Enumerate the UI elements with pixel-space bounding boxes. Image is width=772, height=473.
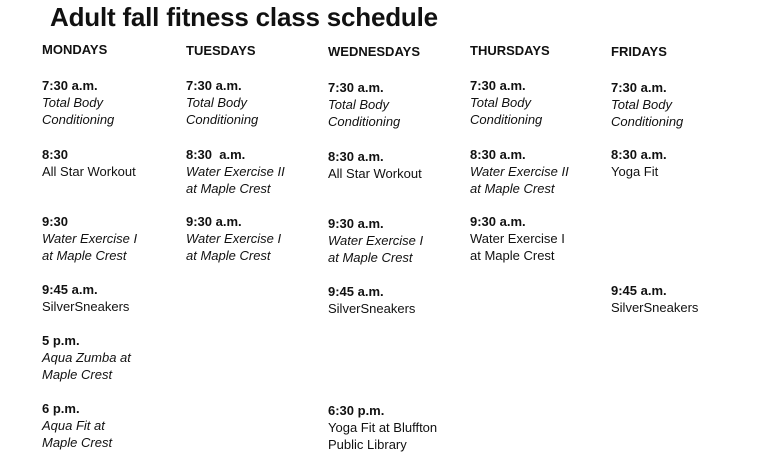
class-name: SilverSneakers [611, 300, 699, 315]
class-name: Water Exercise I at Maple Crest [470, 231, 565, 263]
class-entry [186, 213, 281, 264]
class-entry [42, 400, 112, 451]
class-name: Water Exercise I at Maple Crest [42, 231, 138, 263]
class-entry [42, 77, 114, 128]
class-time: 8:30 [42, 147, 69, 162]
day-header-thursday: THURSDAYS [470, 43, 550, 58]
class-time: 9:30 a.m. [186, 214, 242, 229]
class-entry [328, 79, 400, 130]
class-name: Yoga Fit [611, 164, 659, 179]
class-time: 7:30 a.m. [186, 78, 242, 93]
class-entry [611, 79, 683, 130]
class-time: 7:30 a.m. [328, 80, 384, 95]
class-time: 9:45 a.m. [42, 282, 98, 297]
class-entry [328, 148, 422, 182]
class-name: Water Exercise I at Maple Crest [186, 231, 282, 263]
class-name: Water Exercise II at Maple Crest [470, 164, 569, 196]
class-name: Total Body Conditioning [42, 95, 115, 127]
class-name: Aqua Zumba at Maple Crest [42, 350, 131, 382]
class-name: SilverSneakers [42, 299, 130, 314]
class-time: 9:30 [42, 214, 69, 229]
class-time: 8:30 a.m. [470, 147, 526, 162]
page-title: Adult fall fitness class schedule [50, 2, 438, 32]
class-entry [328, 215, 423, 266]
class-time: 6 p.m. [42, 401, 80, 416]
class-time: 6:30 p.m. [328, 403, 385, 418]
class-time: 5 p.m. [42, 333, 80, 348]
class-entry [42, 146, 136, 180]
day-header-friday: FRIDAYS [611, 44, 667, 59]
class-entry [42, 281, 129, 315]
class-entry [470, 213, 565, 264]
class-time: 9:45 a.m. [611, 283, 667, 298]
class-entry [328, 402, 437, 453]
class-entry [611, 282, 698, 316]
day-header-monday: MONDAYS [42, 42, 108, 57]
class-name: Water Exercise I at Maple Crest [328, 233, 424, 265]
day-header-wednesday: WEDNESDAYS [328, 44, 420, 59]
class-entry [611, 146, 667, 180]
class-entry [42, 213, 137, 264]
class-name: Total Body Conditioning [186, 95, 259, 127]
day-header-tuesday: TUESDAYS [186, 43, 256, 58]
class-name: SilverSneakers [328, 301, 416, 316]
class-time: 9:30 a.m. [328, 216, 384, 231]
class-time: 7:30 a.m. [42, 78, 98, 93]
class-name: Yoga Fit at Bluffton Public Library [328, 420, 438, 452]
class-entry [186, 146, 285, 197]
class-time: 7:30 a.m. [611, 80, 667, 95]
class-time: 7:30 a.m. [470, 78, 526, 93]
class-name: Aqua Fit at Maple Crest [42, 418, 113, 450]
class-time: 8:30 a.m. [328, 149, 384, 164]
class-time: 8:30 a.m. [186, 147, 246, 162]
class-time: 9:45 a.m. [328, 284, 384, 299]
class-time: 9:30 a.m. [470, 214, 526, 229]
class-name: Total Body Conditioning [328, 97, 401, 129]
class-name: Total Body Conditioning [611, 97, 684, 129]
class-entry [328, 283, 415, 317]
class-entry [470, 146, 569, 197]
class-entry [186, 77, 258, 128]
class-entry [42, 332, 131, 383]
class-time: 8:30 a.m. [611, 147, 667, 162]
class-name: Water Exercise II at Maple Crest [186, 164, 285, 196]
class-entry [470, 77, 542, 128]
class-name: All Star Workout [328, 166, 422, 181]
class-name: Total Body Conditioning [470, 95, 543, 127]
class-name: All Star Workout [42, 164, 136, 179]
